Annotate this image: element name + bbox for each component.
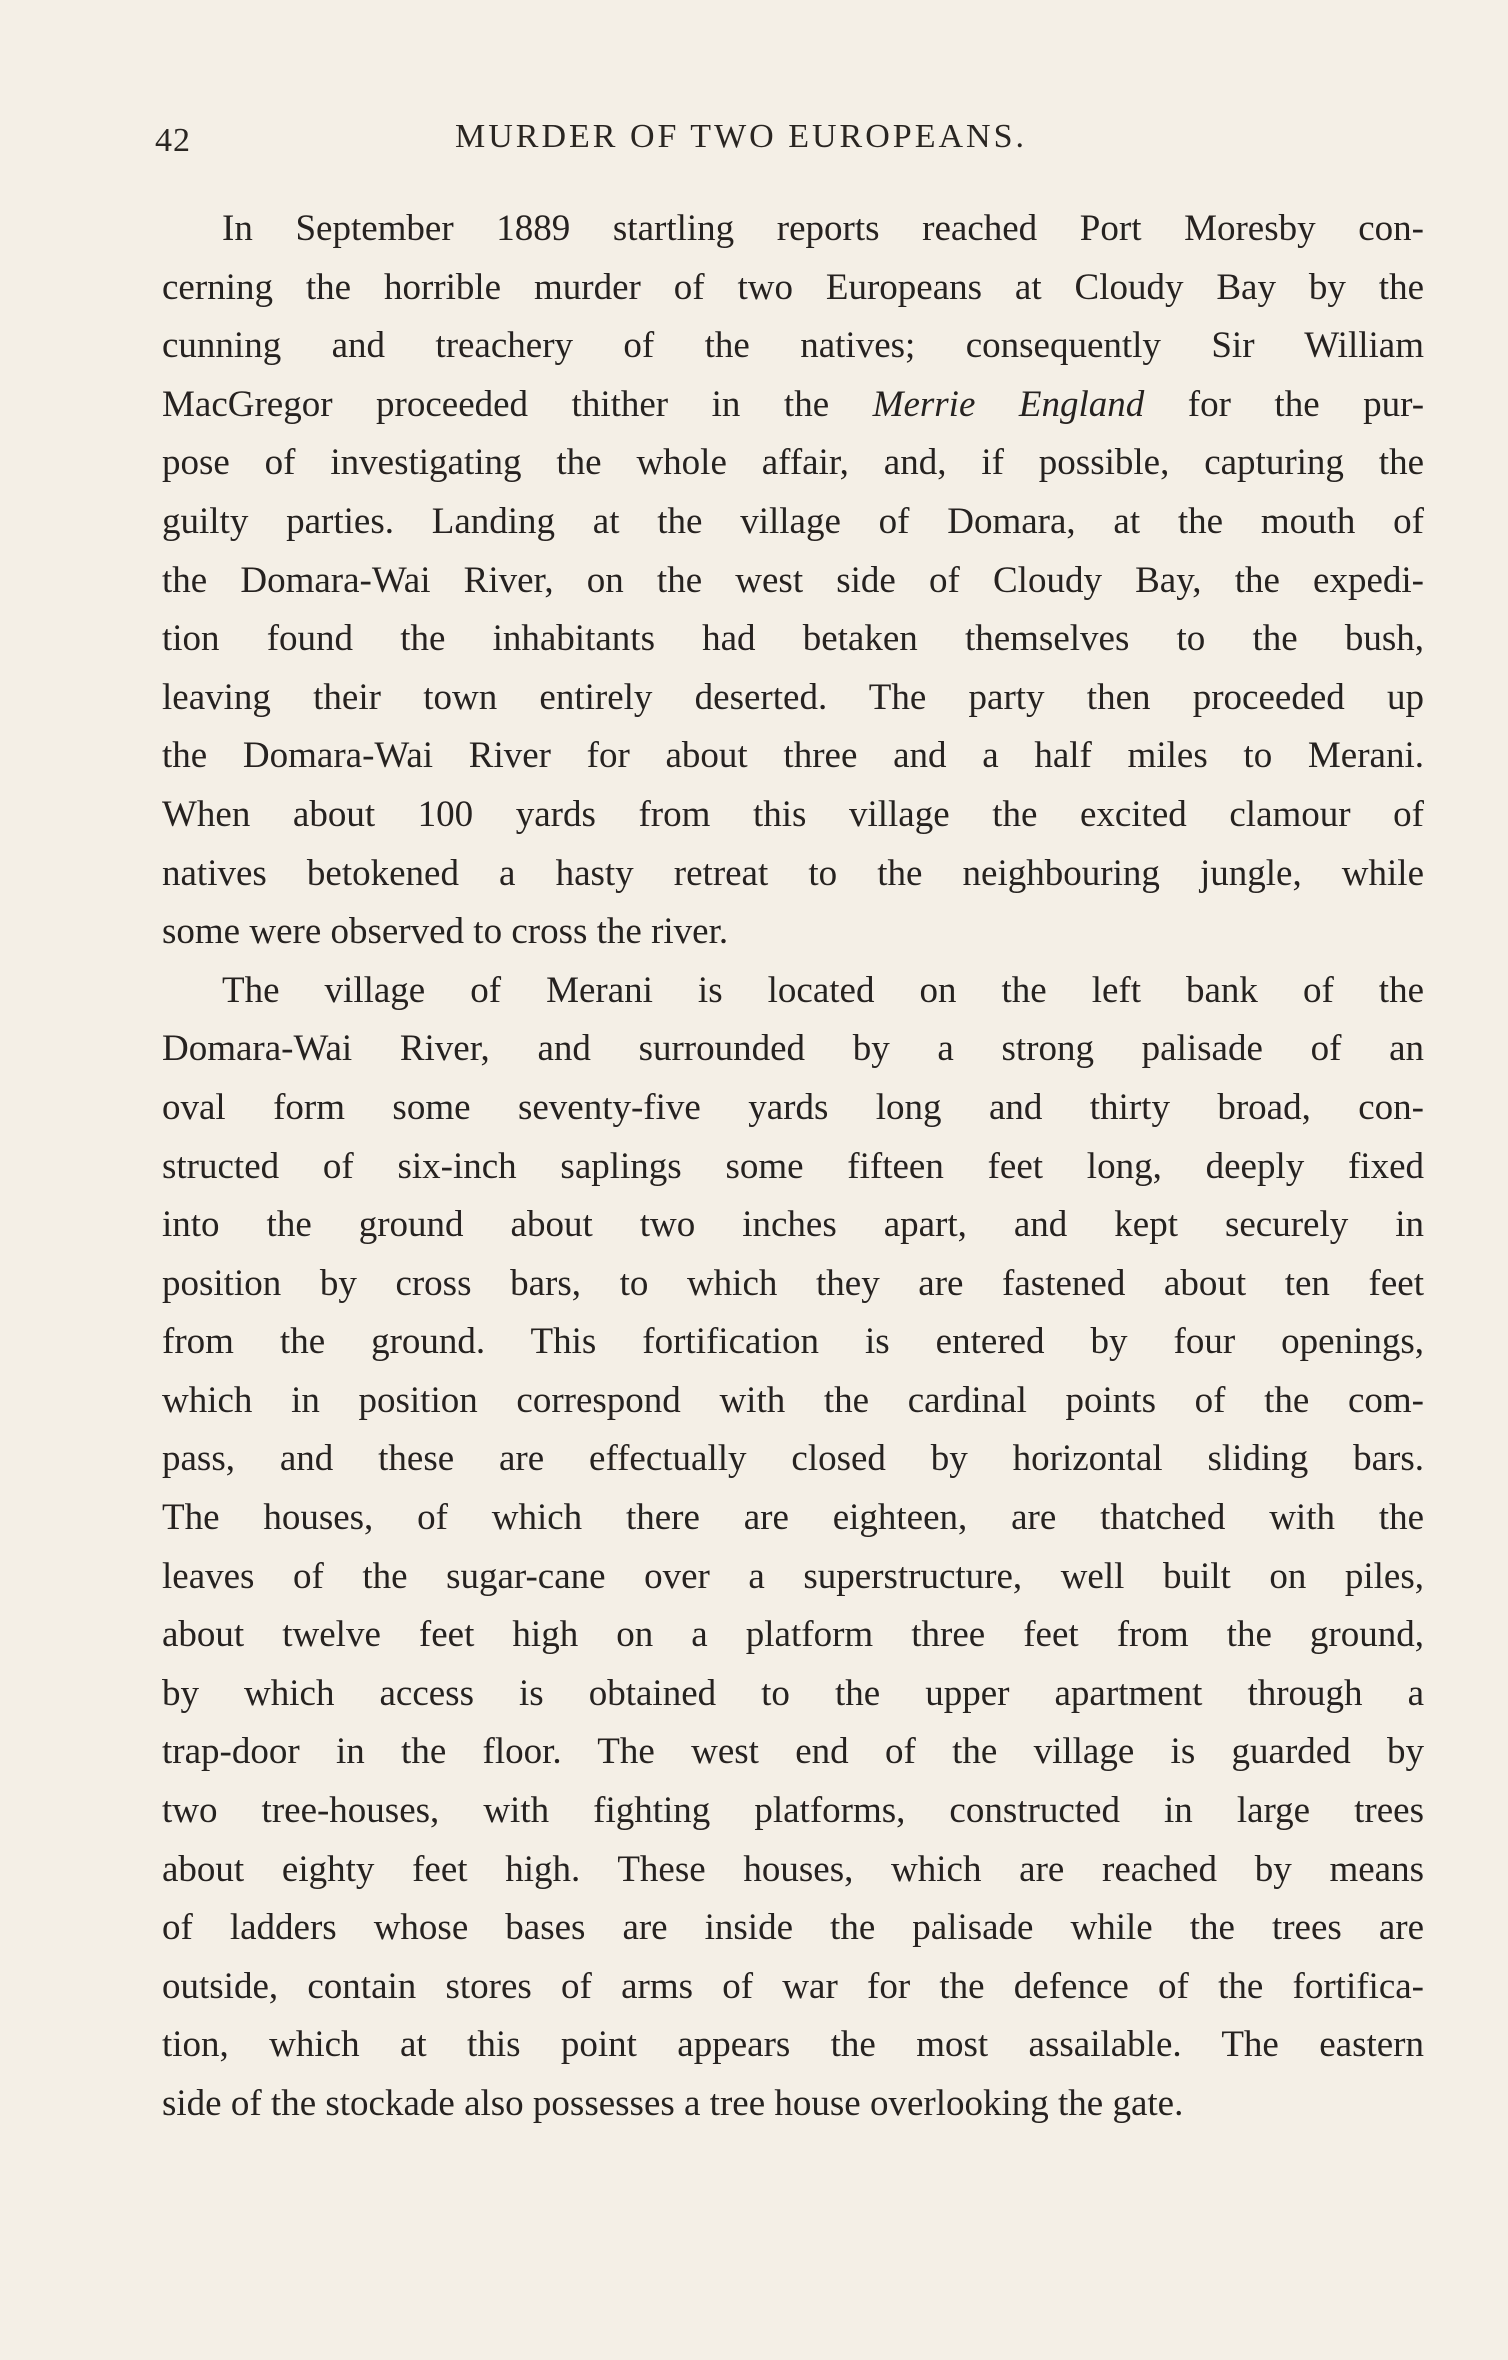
text-line: cunning and treachery of the natives; consequently Sir William [162,325,1424,367]
text-line: When about 100 yards from this village the excited clamour of [162,793,1424,835]
text-line: pass, and these are effectually closed by horizontal sliding bars. [162,1438,1424,1480]
page-number: 42 [155,122,191,159]
text-line: oval form some seventy-five yards long and thirty broad, con- [162,1086,1424,1128]
text-segment: MacGregor proceeded thither in the [162,383,873,425]
running-head [150,112,1420,172]
text-line: pose of investigating the whole affair, and, if possible, capturing the [162,442,1424,484]
text-line: The village of Merani is located on the left bank of the [222,969,1424,1011]
text-line: tion found the inhabitants had betaken themselves to the bush, [162,618,1424,660]
text-line: tion, which at this point appears the most assailable. The eastern [162,2024,1424,2066]
text-line: outside, contain stores of arms of war for the defence of the fortifica- [162,1965,1424,2007]
text-line: guilty parties. Landing at the village of Domara, at the mouth of [162,500,1424,542]
text-line: trap-door in the floor. The west end of the village is guarded by [162,1731,1424,1773]
text-line: about twelve feet high on a platform three feet from the ground, [162,1614,1424,1656]
text-line: of ladders whose bases are inside the palisade while the trees are [162,1907,1424,1949]
text-line: natives betokened a hasty retreat to the neighbouring jungle, while [162,852,1424,894]
paragraph-2 [162,962,1424,2134]
text-line: the Domara-Wai River for about three and a half miles to Merani. [162,735,1424,777]
text-line: In September 1889 startling reports reached Port Moresby con- [222,208,1424,249]
text-line: which in position correspond with the cardinal points of the com- [162,1379,1424,1421]
text-segment: for the pur- [1144,383,1424,425]
text-line: into the ground about two inches apart, and kept securely in [162,1204,1424,1246]
text-line: two tree-houses, with fighting platforms, constructed in large trees [162,1790,1424,1832]
text-line: some were observed to cross the river. [162,911,729,953]
paragraph-1 [162,200,1424,962]
text-line: about eighty feet high. These houses, which are reached by means [162,1848,1424,1890]
text-line: the Domara-Wai River, on the west side of Cloudy Bay, the expedi- [162,559,1424,601]
text-line: structed of six-inch saplings some fifteen feet long, deeply fixed [162,1145,1424,1187]
text-line: by which access is obtained to the upper apartment through a [162,1672,1424,1714]
text-line: cerning the horrible murder of two Europeans at Cloudy Bay by the [162,266,1424,308]
text-line: leaving their town entirely deserted. The party then proceeded up [162,676,1424,718]
text-line: side of the stockade also possesses a tree house overlooking the gate. [162,2083,1184,2124]
body-text [162,200,1424,2134]
text-line: position by cross bars, to which they are fastened about ten feet [162,1262,1424,1304]
text-line: Domara-Wai River, and surrounded by a strong palisade of an [162,1028,1424,1070]
text-line: The houses, of which there are eighteen, are thatched with the [162,1497,1424,1539]
text-line-with-italic [162,376,1424,435]
running-title: MURDER OF TWO EUROPEANS. [455,118,1027,155]
ship-name-italic: Merrie England [872,383,1145,425]
text-line: leaves of the sugar-cane over a superstructure, well built on piles, [162,1555,1424,1597]
text-line: from the ground. This fortification is entered by four openings, [162,1321,1424,1363]
